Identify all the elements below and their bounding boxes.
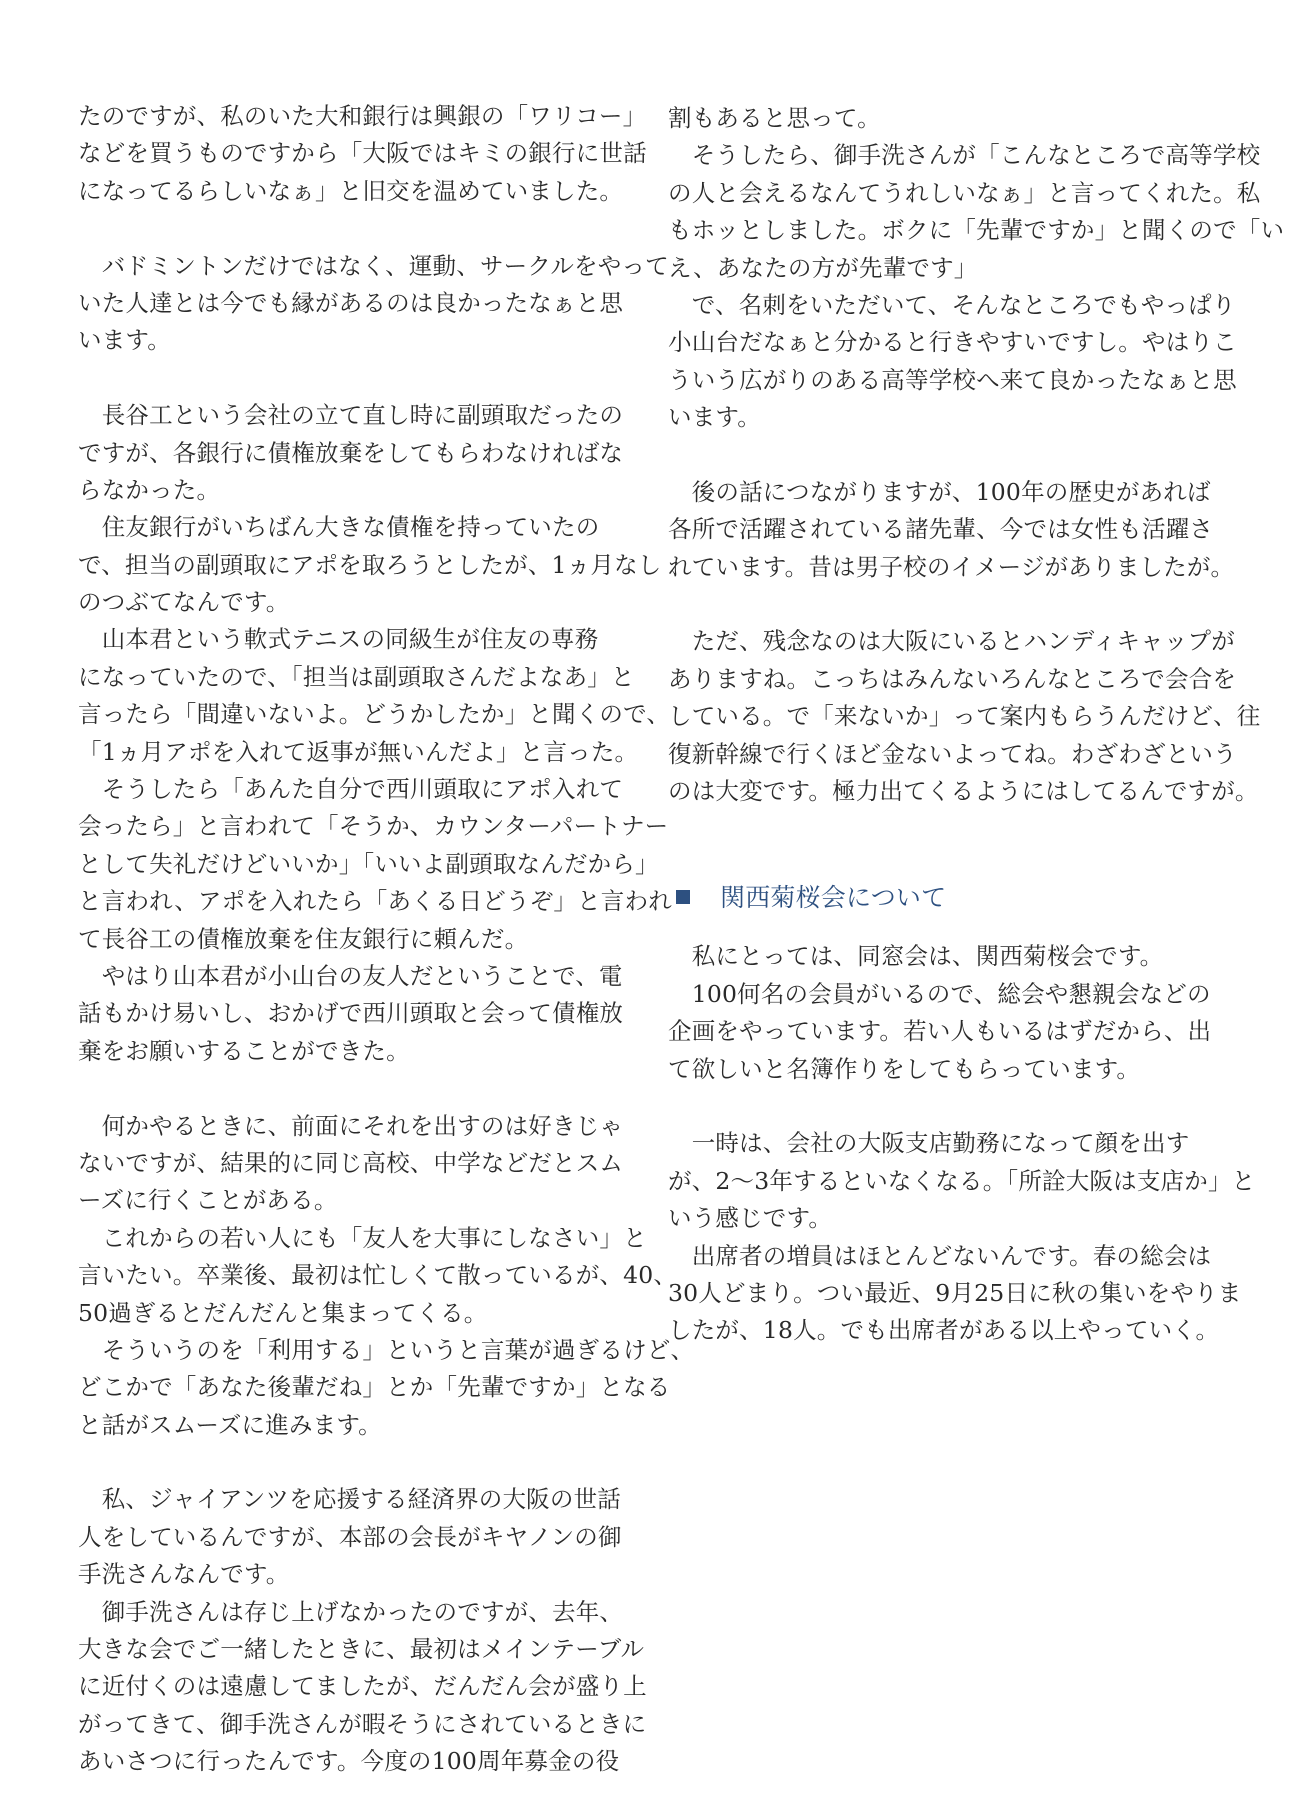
text-line: そうしたら、御手洗さんが「こんなところで高等学校 <box>668 141 1261 170</box>
right-column-body <box>668 100 1285 810</box>
section-body <box>668 938 1256 1349</box>
text-line: います。 <box>78 326 171 355</box>
text-line: 言いたい。卒業後、最初は忙しくて散っているが、40、 <box>78 1261 678 1290</box>
text-line: になってるらしいなぁ」と旧交を温めていました。 <box>78 176 624 205</box>
text-line: 100何名の会員がいるので、総会や懇親会などの <box>668 979 1211 1008</box>
text-line: ですが、各銀行に債権放棄をしてもらわなければな <box>78 438 624 467</box>
text-line: 山本君という軟式テニスの同級生が住友の専務 <box>78 625 599 654</box>
text-line: 大きな会でご一緒したときに、最初はメインテーブル <box>78 1635 645 1664</box>
text-line: 御手洗さんは存じ上げなかったのですが、去年、 <box>78 1597 624 1626</box>
text-line: て長谷工の債権放棄を住友銀行に頼んだ。 <box>78 924 529 953</box>
text-line: どこかで「あなた後輩だね」とか「先輩ですか」となる <box>78 1373 671 1402</box>
text-line: 出席者の増員はほとんどないんです。春の総会は <box>668 1241 1212 1270</box>
text-line: え、あなたの方が先輩です」 <box>668 253 978 282</box>
square-bullet-icon <box>676 890 690 904</box>
text-line: ーズに行くことがある。 <box>78 1186 338 1215</box>
text-line: います。 <box>668 403 761 432</box>
text-line: ありますね。こっちはみんないろんなところで会合を <box>668 664 1237 693</box>
text-line: れています。昔は男子校のイメージがありましたが。 <box>668 552 1235 581</box>
text-line: 復新幹線で行くほど金ないよってね。わざわざという <box>668 739 1237 768</box>
text-line: と話がスムーズに進みます。 <box>78 1410 382 1439</box>
text-line: 小山台だなぁと分かると行きやすいですし。やはりこ <box>668 328 1237 357</box>
text-line: ういう広がりのある高等学校へ来て良かったなぁと思 <box>668 365 1237 394</box>
text-line: バドミントンだけではなく、運動、サークルをやって <box>78 251 669 280</box>
text-line: のは大変です。極力出てくるようにはしてるんですが。 <box>668 777 1259 806</box>
text-line: したが、18人。でも出席者がある以上やっていく。 <box>668 1316 1220 1345</box>
text-line: などを買うものですから「大阪ではキミの銀行に世話 <box>78 139 647 168</box>
text-line: やはり山本君が小山台の友人だということで、電 <box>78 961 623 990</box>
text-line: らなかった。 <box>78 475 221 504</box>
text-line: が、2～3年するといなくなる。「所詮大阪は支店か」と <box>668 1166 1256 1195</box>
text-line: 50過ぎるとだんだんと集まってくる。 <box>78 1298 488 1327</box>
text-line: 私、ジャイアンツを応援する経済界の大阪の世話 <box>78 1485 621 1514</box>
text-line: 手洗さんなんです。 <box>78 1560 290 1589</box>
paragraph-gap <box>78 1444 623 1481</box>
text-line: ないですが、結果的に同じ高校、中学などだとスム <box>78 1148 624 1177</box>
text-line: 「1ヵ月アポを入れて返事が無いんだよ」と言った。 <box>78 737 639 766</box>
paragraph-gap <box>668 437 1213 474</box>
text-line: 何かやるときに、前面にそれを出すのは好きじゃ <box>78 1111 624 1140</box>
text-line: これからの若い人にも「友人を大事にしなさい」と <box>78 1223 647 1252</box>
right-column <box>668 100 1285 1350</box>
left-column <box>78 98 695 1781</box>
text-line: と言われ、アポを入れたら「あくる日どうぞ」と言われ <box>78 887 672 916</box>
paragraph-gap <box>668 586 1213 623</box>
text-line: 長谷工という会社の立て直し時に副頭取だったの <box>78 401 624 430</box>
text-line: 話もかけ易いし、おかげで西川頭取と会って債権放 <box>78 999 624 1028</box>
text-line: 棄をお願いすることができた。 <box>78 1036 410 1065</box>
text-line: 会ったら」と言われて「そうか、カウンターパートナー <box>78 812 669 841</box>
text-line: ただ、残念なのは大阪にいるとハンディキャップが <box>668 627 1235 656</box>
text-line: 住友銀行がいちばん大きな債権を持っていたの <box>78 513 600 542</box>
text-line: 人をしているんですが、本部の会長がキヤノンの御 <box>78 1522 622 1551</box>
text-line: として失礼だけどいいか」「いいよ副頭取なんだから」 <box>78 849 659 878</box>
text-line: あいさつに行ったんです。今度の100周年募金の役 <box>78 1747 620 1776</box>
section-heading-text: 関西菊桜会について <box>720 883 947 913</box>
text-line: 言ったら「間違いないよ。どうかしたか」と聞くので、 <box>78 700 671 729</box>
text-line: になっていたので、「担当は副頭取さんだよなあ」と <box>78 662 635 691</box>
text-line: で、名刺をいただいて、そんなところでもやっぱり <box>668 290 1236 319</box>
text-line: している。で「来ないか」って案内もらうんだけど、往 <box>668 702 1261 731</box>
text-line: もホッとしました。ボクに「先輩ですか」と聞くので「い <box>668 216 1285 245</box>
text-line: の人と会えるなんてうれしいなぁ」と言ってくれた。私 <box>668 178 1261 207</box>
text-line: 後の話につながりますが、100年の歴史があれば <box>668 477 1211 506</box>
paragraph-gap <box>78 360 623 397</box>
text-line: 私にとっては、同窓会は、関西菊桜会です。 <box>668 942 1164 971</box>
text-line: 企画をやっています。若い人もいるはずだから、出 <box>668 1017 1212 1046</box>
text-line: 割もあると思って。 <box>668 104 881 132</box>
text-line: いう感じです。 <box>668 1204 833 1233</box>
text-line: のつぶてなんです。 <box>78 588 290 617</box>
paragraph-gap <box>78 210 623 247</box>
text-line: に近付くのは遠慮してましたが、だんだん会が盛り上 <box>78 1672 647 1701</box>
text-line: て欲しいと名簿作りをしてもらっています。 <box>668 1054 1141 1083</box>
text-line: 30人どまり。つい最近、9月25日に秋の集いをやりま <box>668 1278 1242 1307</box>
text-line: いた人達とは今でも縁があるのは良かったなぁと思 <box>78 288 624 317</box>
text-line: がってきて、御手洗さんが暇そうにされているときに <box>78 1709 647 1738</box>
paragraph-gap <box>78 1070 623 1107</box>
text-line: 各所で活躍されている諸先輩、今では女性も活躍さ <box>668 515 1214 544</box>
paragraph-gap <box>668 1088 1213 1125</box>
text-line: で、担当の副頭取にアポを取ろうとしたが、1ヵ月なし <box>78 550 662 579</box>
section-heading <box>668 878 1213 918</box>
text-line: そうしたら「あんた自分で西川頭取にアポ入れて <box>78 775 624 804</box>
text-line: たのですが、私のいた大和銀行は興銀の「ワリコー」 <box>78 102 647 130</box>
text-line: 一時は、会社の大阪支店勤務になって顔を出す <box>668 1129 1190 1158</box>
text-line: そういうのを「利用する」というと言葉が過ぎるけど、 <box>78 1335 695 1364</box>
